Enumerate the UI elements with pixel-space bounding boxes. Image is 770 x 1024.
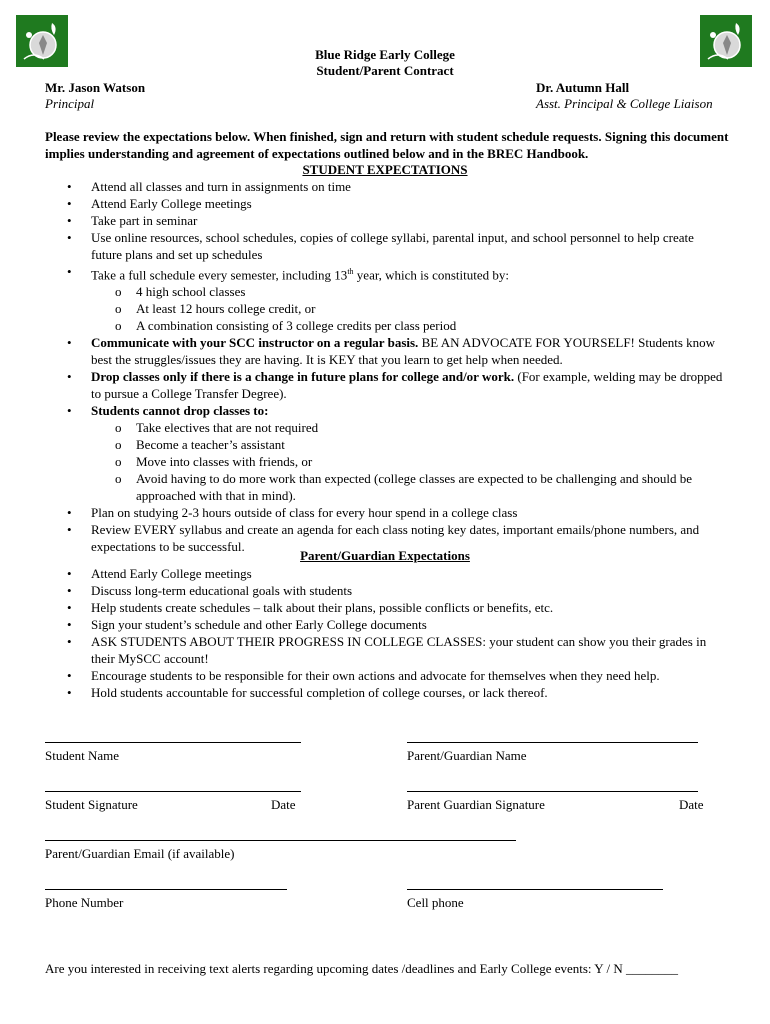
phone-label: Phone Number <box>45 895 124 910</box>
bullet: • <box>67 685 72 700</box>
school-name: Blue Ridge Early College <box>315 47 455 62</box>
list-item: • Drop classes only if there is a change in future plans for college and/or work. (For example, welding may be dropped to pursue a College Transfer Degree). <box>67 369 723 402</box>
sub-list-item: o Take electives that are not required <box>115 420 319 436</box>
asst-principal-name: Dr. Autumn Hall <box>536 80 630 95</box>
bullet: • <box>67 505 72 521</box>
document-title: Student/Parent Contract <box>316 63 454 78</box>
sub-list-item: o Move into classes with friends, or <box>115 454 313 470</box>
list-item: • Students cannot drop classes to: <box>67 403 269 419</box>
bullet: • <box>67 213 72 228</box>
list-item: • Help students create schedules – talk about their plans, possible conflicts or benefits, etc. <box>67 600 554 615</box>
list-item: • Attend Early College meetings <box>67 566 252 581</box>
sub-list-item: o Avoid having to do more work than expected (college classes are expected to be challenging and should be approached with that in mind). <box>115 471 693 504</box>
student-signature-line[interactable] <box>45 791 301 792</box>
parent-expectations-list <box>45 565 725 701</box>
student-date-label: Date <box>271 797 296 812</box>
list-item: • Take a full schedule every semester, including 13th year, which is constituted by: <box>67 264 509 283</box>
bullet: • <box>67 668 72 683</box>
bullet: • <box>67 196 72 211</box>
list-item: • Review EVERY syllabus and create an agenda for each class noting key dates, important emails/phone numbers, and expectations to be successful. <box>67 522 700 555</box>
text-alerts-question: Are you interested in receiving text alerts regarding upcoming dates /deadlines and Early College events: Y / N ________ <box>45 961 678 976</box>
bullet: • <box>67 522 72 538</box>
list-item: • Take part in seminar <box>67 213 198 228</box>
parent-signature-line[interactable] <box>407 791 698 792</box>
intro-paragraph: Please review the expectations below. When finished, sign and return with student schedule requests. Signing this document implies understanding and agreement of expectations outlined below and in the BREC Handbook. <box>45 129 729 161</box>
phone-line[interactable] <box>45 889 287 890</box>
list-item: • Attend Early College meetings <box>67 196 252 211</box>
bullet: • <box>67 179 72 194</box>
sub-list-item: o 4 high school classes <box>115 284 246 300</box>
student-name-line[interactable] <box>45 742 301 743</box>
parent-email-line[interactable] <box>45 840 516 841</box>
list-item: • Discuss long-term educational goals with students <box>67 583 353 598</box>
parent-signature-label: Parent Guardian Signature <box>407 797 545 812</box>
principal-role: Principal <box>45 96 95 111</box>
cell-line[interactable] <box>407 889 663 890</box>
bullet: • <box>67 600 72 615</box>
bullet: • <box>67 264 72 279</box>
bullet: • <box>67 335 72 351</box>
list-item: • ASK STUDENTS ABOUT THEIR PROGRESS IN COLLEGE CLASSES: your student can show you their grades in their MySCC account! <box>67 634 707 666</box>
bullet: • <box>67 369 72 385</box>
cell-label: Cell phone <box>407 895 464 910</box>
principal-name: Mr. Jason Watson <box>45 80 146 95</box>
bullet: • <box>67 617 72 632</box>
student-signature-label: Student Signature <box>45 797 138 812</box>
bullet: • <box>67 566 72 581</box>
sub-list-item: o Become a teacher’s assistant <box>115 437 285 453</box>
parent-date-label: Date <box>679 797 704 812</box>
list-item: • Plan on studying 2-3 hours outside of class for every hour spend in a college class <box>67 505 518 521</box>
parent-email-label: Parent/Guardian Email (if available) <box>45 846 235 861</box>
parent-name-line[interactable] <box>407 742 698 743</box>
student-name-label: Student Name <box>45 748 120 763</box>
sub-list-item: o A combination consisting of 3 college credits per class period <box>115 318 457 334</box>
bullet: • <box>67 230 72 245</box>
parent-expectations-heading: Parent/Guardian Expectations <box>300 548 470 563</box>
list-item: • Hold students accountable for successful completion of college courses, or lack thereof. <box>67 685 548 700</box>
list-item: • Encourage students to be responsible for their own actions and advocate for themselves when they need help. <box>67 668 660 683</box>
list-item: • Sign your student’s schedule and other Early College documents <box>67 617 427 632</box>
list-item: • Attend all classes and turn in assignments on time <box>67 179 351 194</box>
asst-principal-role: Asst. Principal & College Liaison <box>536 96 713 111</box>
bullet: • <box>67 403 72 419</box>
bullet: • <box>67 634 72 649</box>
student-expectations-list <box>45 178 725 555</box>
list-item: • Use online resources, school schedules, copies of college syllabi, parental input, and school personnel to help create future plans and set up schedules <box>67 230 694 262</box>
bullet: • <box>67 583 72 598</box>
sub-list-item: o At least 12 hours college credit, or <box>115 301 316 317</box>
list-item: • Communicate with your SCC instructor on a regular basis. BE AN ADVOCATE FOR YOURSELF! Students know best the struggles/issues they are having. It is KEY that you learn to get help when needed. <box>67 335 716 368</box>
student-expectations-heading: STUDENT EXPECTATIONS <box>302 162 468 177</box>
parent-name-label: Parent/Guardian Name <box>407 748 527 763</box>
